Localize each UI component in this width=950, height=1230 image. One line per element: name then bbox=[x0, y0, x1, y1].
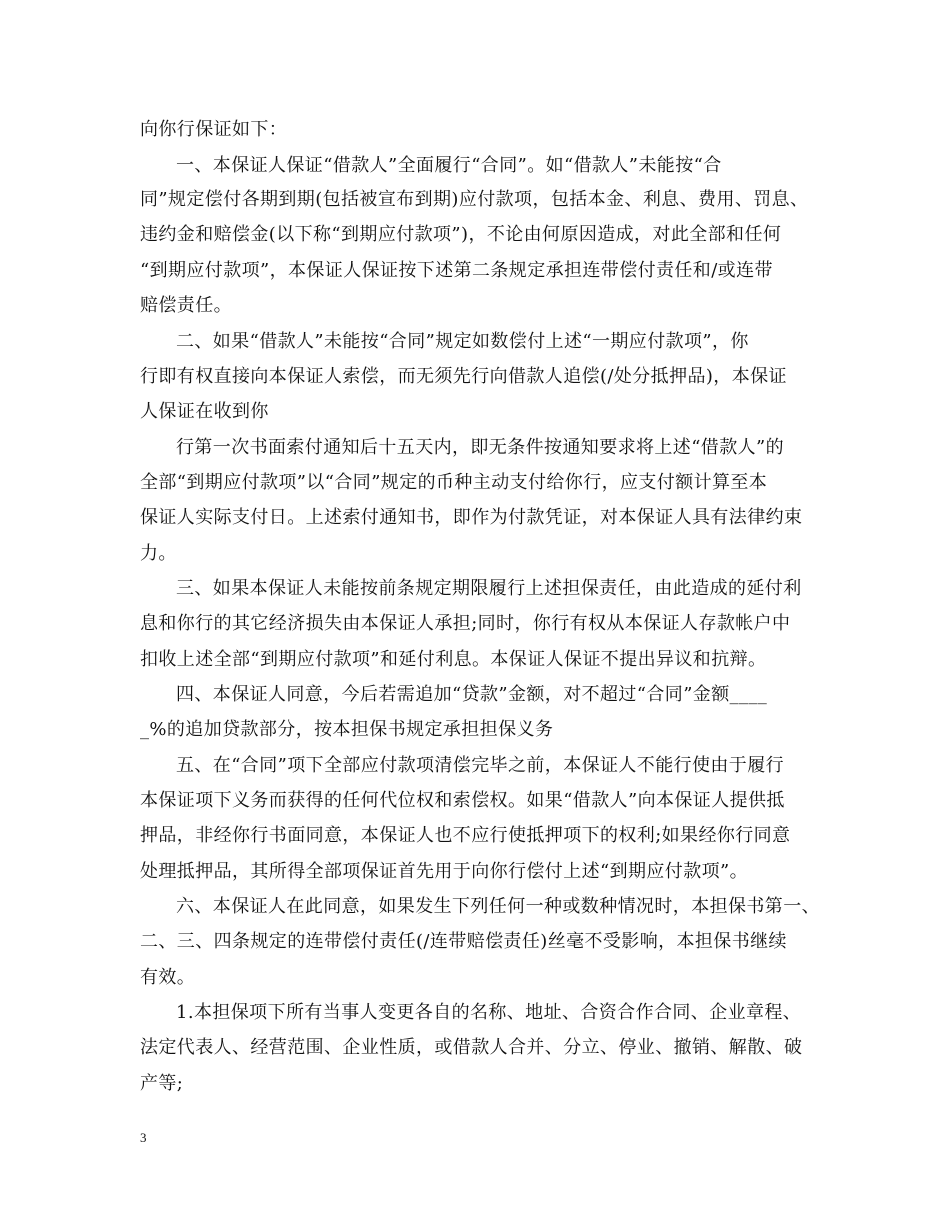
text-line: 六、本保证人在此同意，如果发生下列任何一种或数种情况时，本担保书第一、 bbox=[176, 896, 820, 917]
text-line: 本保证项下义务而获得的任何代位权和索偿权。如果“借款人”向本保证人提供抵 bbox=[140, 790, 785, 811]
text-line: 向你行保证如下： bbox=[140, 119, 288, 140]
text-line: 扣收上述全部“到期应付款项”和延付利息。本保证人保证不提出异议和抗辩。 bbox=[140, 649, 767, 670]
text-line: “到期应付款项”，本保证人保证按下述第二条规定承担连带偿付责任和/或连带 bbox=[140, 260, 773, 281]
text-line: 人保证在收到你 bbox=[140, 401, 269, 422]
text-line: 二、如果“借款人”未能按“合同”规定如数偿付上述“一期应付款项”，你 bbox=[176, 331, 749, 352]
text-line: 保证人实际支付日。上述索付通知书，即作为付款凭证，对本保证人具有法律约束 bbox=[140, 507, 803, 528]
text-line: 三、如果本保证人未能按前条规定期限履行上述担保责任，由此造成的延付利 bbox=[176, 578, 802, 599]
text-line: 法定代表人、经营范围、企业性质，或借款人合并、分立、停业、撤销、解散、破 bbox=[140, 1037, 803, 1058]
text-line: 处理抵押品，其所得全部项保证首先用于向你行偿付上述“到期应付款项”。 bbox=[140, 861, 749, 882]
text-line: 押品，非经你行书面同意，本保证人也不应行使抵押项下的权利;如果经你行同意 bbox=[140, 825, 791, 846]
text-line: 行第一次书面索付通知后十五天内，即无条件按通知要求将上述“借款人”的 bbox=[176, 437, 785, 458]
text-line: 五、在“合同”项下全部应付款项清偿完毕之前，本保证人不能行使由于履行 bbox=[176, 755, 785, 776]
text-line: 全部“到期应付款项”以“合同”规定的币种主动支付给你行，应支付额计算至本 bbox=[140, 472, 768, 493]
text-line: 二、三、四条规定的连带偿付责任(/连带赔偿责任)丝毫不受影响，本担保书继续 bbox=[140, 931, 787, 952]
text-line: 行即有权直接向本保证人索偿，而无须先行向借款人追偿(/处分抵押品)，本保证 bbox=[140, 366, 787, 387]
text-line: _%的追加贷款部分，按本担保书规定承担担保义务 bbox=[140, 719, 554, 740]
text-line: 赔偿责任。 bbox=[140, 295, 232, 316]
text-line: 有效。 bbox=[140, 967, 196, 988]
text-line: 力。 bbox=[140, 543, 177, 564]
text-line: 一、本保证人保证“借款人”全面履行“合同”。如“借款人”未能按“合 bbox=[176, 155, 722, 176]
text-line: 四、本保证人同意，今后若需追加“贷款”金额，对不超过“合同”金额____ bbox=[176, 684, 768, 705]
text-line: 同”规定偿付各期到期(包括被宣布到期)应付款项，包括本金、利息、费用、罚息、 bbox=[140, 189, 809, 210]
text-line: 1.本担保项下所有当事人变更各自的名称、地址、合资合作合同、企业章程、 bbox=[176, 1002, 802, 1023]
text-line: 产等; bbox=[140, 1073, 184, 1094]
text-line: 违约金和赔偿金(以下称“到期应付款项”)，不论由何原因造成，对此全部和任何 bbox=[140, 224, 782, 245]
text-line: 息和你行的其它经济损失由本保证人承担;同时，你行有权从本保证人存款帐户中 bbox=[140, 613, 791, 634]
page-number: 3 bbox=[140, 1130, 147, 1145]
